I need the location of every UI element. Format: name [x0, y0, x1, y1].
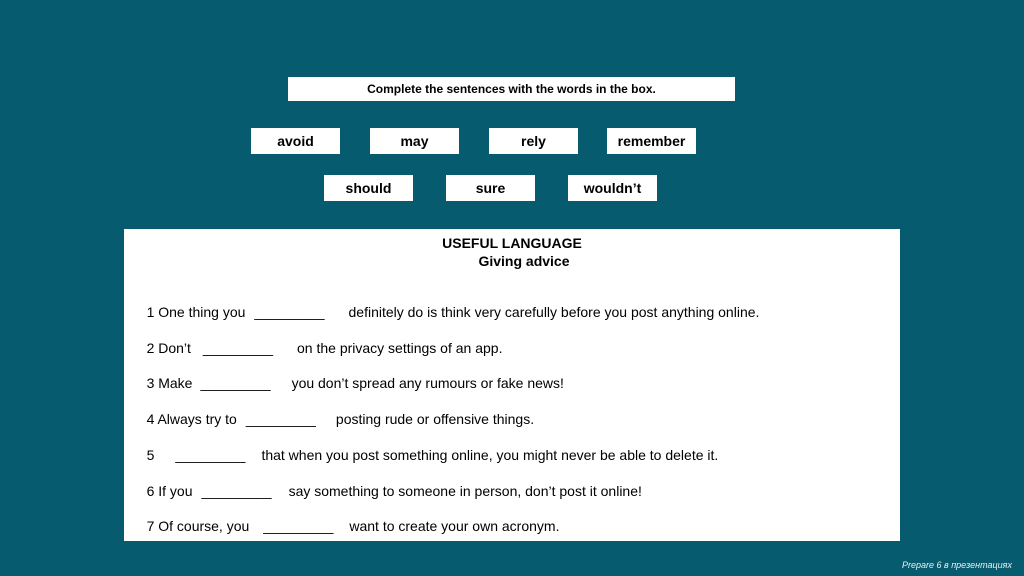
sentence-text-after: posting rude or offensive things.	[335, 411, 535, 427]
sentence-text-after: definitely do is think very carefully before you post anything online.	[348, 304, 760, 320]
sentence-text-before: 2 Don’t	[146, 340, 191, 356]
answer-blank: _________	[263, 518, 334, 534]
footer-watermark: Prepare 6 в презентациях	[902, 560, 1012, 570]
answer-blank: _________	[254, 304, 325, 320]
sentence-text-after: want to create your own acronym.	[349, 518, 560, 534]
sentence-text-before: 7 Of course, you	[146, 518, 250, 534]
sentence-7	[131, 502, 559, 550]
sentence-text-after: on the privacy settings of an app.	[297, 340, 503, 356]
sentence-text-before: 4 Always try to	[146, 411, 237, 427]
answer-blank: _________	[202, 340, 273, 356]
sentence-text-before: 3 Make	[146, 375, 193, 391]
answer-blank: _________	[200, 375, 271, 391]
sentence-text-before: 5	[146, 447, 155, 463]
word-box-item-wouldnt: wouldn’t	[568, 175, 657, 201]
panel-title: USEFUL LANGUAGE	[442, 235, 582, 251]
word-box-item-may: may	[370, 128, 459, 154]
panel-subtitle: Giving advice	[478, 253, 570, 269]
word-box-item-rely: rely	[489, 128, 578, 154]
useful-language-panel	[124, 229, 900, 541]
sentence-text-after: say something to someone in person, don’t post it online!	[288, 483, 642, 499]
word-box-item-remember: remember	[607, 128, 696, 154]
answer-blank: _________	[175, 447, 246, 463]
sentence-text-after: you don’t spread any rumours or fake news!	[291, 375, 564, 391]
instruction-banner: Complete the sentences with the words in the box.	[288, 77, 735, 101]
answer-blank: _________	[245, 411, 316, 427]
word-box-item-should: should	[324, 175, 413, 201]
sentence-text-before: 1 One thing you	[146, 304, 246, 320]
word-box-item-sure: sure	[446, 175, 535, 201]
word-box-item-avoid: avoid	[251, 128, 340, 154]
sentence-text-after: that when you post something online, you might never be able to delete it.	[261, 447, 719, 463]
sentence-text-before: 6 If you	[146, 483, 193, 499]
answer-blank: _________	[201, 483, 272, 499]
